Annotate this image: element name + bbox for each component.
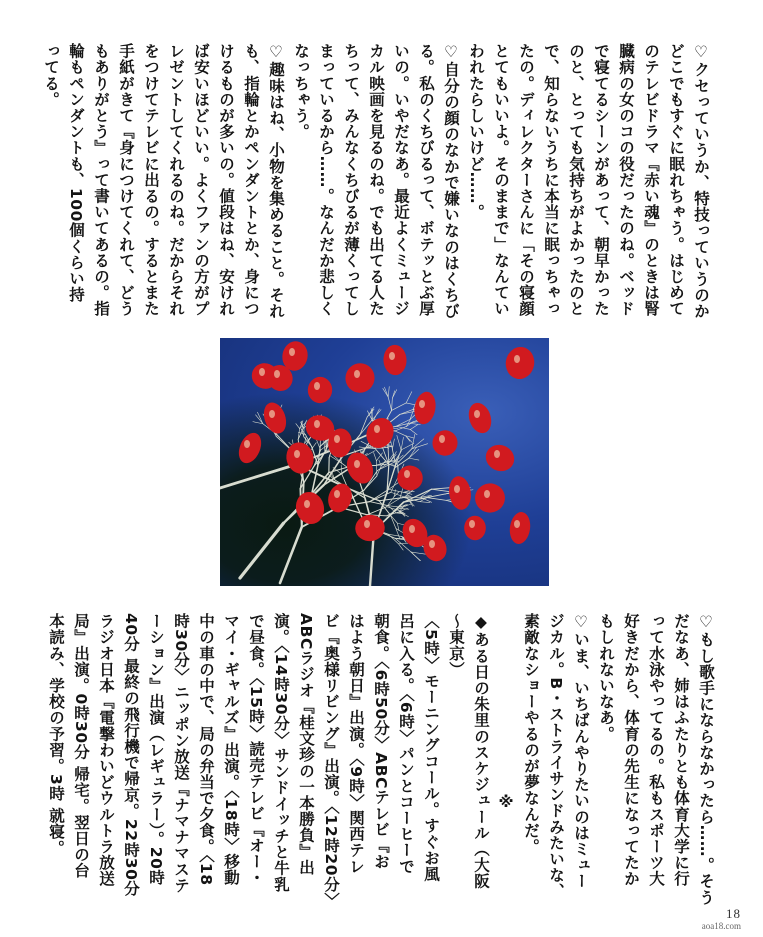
berry-highlight [269,410,275,418]
berry-highlight [294,450,300,458]
berry [464,516,486,541]
berry-highlight [334,490,340,498]
text-column: 呂に入る。〈6時〉パンとコーヒーで [397,613,415,875]
berry [396,464,424,491]
text-column: ば安いほどいい。よくファンの方がプ [192,43,210,317]
text-column: で、知らないうちに本当に眠っちゃっ [542,43,560,317]
berry [447,475,473,511]
berry-highlight [514,520,520,528]
branch [370,502,388,506]
text-column: レゼントしてくれるのね。だからそれ [167,43,185,317]
berry-highlight [469,520,475,528]
branch [388,397,391,410]
berry [412,390,438,426]
berry-highlight [439,435,445,443]
berry-highlight [314,420,320,428]
berry [428,426,461,460]
branch [397,435,401,450]
berry-highlight [274,370,280,378]
text-column: って水泳やってるの。私もスポーツ大 [647,613,665,887]
text-column: ♡もし歌手にならなかったら……。そう [697,613,715,906]
branch [240,523,284,578]
text-column: 素敵なショーやるのが夢なんだ。 [522,613,540,855]
text-column: ♡クセっていうか、特技っていうのか [692,43,710,320]
text-column: 臓病の女のコの役だったのね。ベッド [617,43,635,317]
text-column: われたらしいけど……。 [467,43,485,221]
branch [412,444,428,449]
berry [465,400,495,436]
berry-highlight [364,520,370,528]
text-column: ちって、みんなくちびるが薄くってし [342,43,360,317]
branch [387,497,394,507]
berry-highlight [474,410,480,418]
text-column: 局』出演。0時30分 帰宅。翌日の台 [72,613,90,879]
text-column: ～東京） [447,613,465,678]
text-column: 手紙がきて『身につけてくれて、どう [117,43,135,317]
berry [341,359,380,398]
branch [220,464,296,488]
branch [427,498,446,501]
text-column: 輪もペンダントも、100個くらい持 [67,43,85,303]
text-column: ジカル。B・ストライサンドみたいな、 [547,613,565,900]
text-column: ABCラジオ『桂文珍の一本勝負』出 [297,613,315,876]
berry [260,399,290,436]
berry-highlight [409,525,415,533]
branch [296,424,300,429]
text-column: どこでもすぐに眠れちゃう。はじめて [667,43,685,317]
watermark: aoa18.com [701,921,741,931]
text-column: だなあ、姉はふたりとも体育大学に行 [672,613,690,887]
text-column: 本読み、学校の予習。3時 就寝。 [47,613,65,856]
text-column: ラジオ日本『電撃わいどウルトラ放送 [97,613,115,887]
berry-highlight [314,382,320,390]
text-column: なっちゃう。 [292,43,310,140]
text-column: 時30分〉ニッポン放送『ナマナマステ [172,613,190,894]
branch [392,439,394,449]
branch [390,515,396,528]
text-column: たの。ディレクターさんに「その寝顔 [517,43,535,317]
text-column: 〈5時〉モーニングコール。すぐお風 [422,613,440,882]
berry-highlight [304,500,310,508]
berry-highlight [354,460,360,468]
berry-highlight [389,352,395,360]
berry-highlight [259,368,265,376]
berry-highlight [289,348,295,356]
berry-highlight [244,440,250,448]
text-column: カル映画を見るのね。でも出てる人た [367,43,385,317]
berry [354,514,386,543]
text-column: のテレビドラマ『赤い魂』のときは腎 [642,43,660,317]
branch [410,423,421,425]
text-column: いの。いやだなあ。最近よくミュージ [392,43,410,317]
berry [235,429,266,466]
berry-highlight [429,540,435,548]
text-column: をつけてテレビに出るの。するとまた [142,43,160,317]
text-column: ♡自分の顔のなかで嫌いなのはくちび [442,43,460,320]
branch [410,425,417,430]
berry-highlight [514,355,520,363]
text-column: とてもいいよ。そのままで」なんてい [492,43,510,317]
text-column: 好きだから、体育の先生になってたか [622,613,640,887]
branch [388,387,389,398]
text-column: ※ [497,613,515,812]
photo-red-berries [220,338,549,586]
berry [503,345,537,382]
text-column: で昼食。〈15時〉読売テレビ『オー・ [247,613,265,886]
branch [367,409,374,417]
branch [313,443,317,448]
berry-highlight [354,370,360,378]
text-column: もしれないなあ。 [597,613,615,742]
text-column: ♡趣味はね、小物を集めること。それ [267,43,285,320]
text-column: ビ『奥様リビング』出演。〈12時20分〉 [322,613,340,909]
text-column: 40分 最終の飛行機で帰京。22時30分 [122,613,140,897]
berry [292,489,327,527]
branch [375,449,389,465]
berry-highlight [484,490,490,498]
branch [360,417,367,435]
berry-highlight [404,470,410,478]
branch [406,392,412,403]
text-column: る。私のくちびるって、ボテッとぶ厚 [417,43,435,317]
branch [395,431,406,436]
text-column: も、指輪とかペンダントとか、身につ [242,43,260,317]
text-column: もありがとう』って書いてあるの。指 [92,43,110,317]
berry [482,441,519,476]
berry-highlight [494,450,500,458]
text-column: で寝てるシーンがあって、朝早かった [592,43,610,317]
branch [392,403,407,410]
branch [401,437,403,450]
text-column: マイ・ギャルズ』出演。〈18時〉移動 [222,613,240,886]
branch [390,515,397,523]
berry [307,376,333,404]
berry [508,511,532,546]
branch [391,492,408,498]
branch [280,527,302,583]
text-column: けるものが多いの。値段はね、安けれ [217,43,235,317]
text-column: ◆ある日の朱里のスケジュール（大阪 [472,613,490,890]
text-column: まっているから……。なんだか悲しく [317,43,335,317]
text-column: 朝食。〈6時50分〉ABCテレビ『お [372,613,390,870]
text-column: ーション』出演（レギュラー）。20時 [147,613,165,886]
berry-highlight [334,435,340,443]
branch [367,507,387,515]
branch [397,523,404,525]
text-column: ってる。 [42,43,60,108]
branch [409,458,419,460]
text-column: のと、とっても気持ちがよかったのと [567,43,585,317]
text-column: 演。〈14時30分〉サンドイッチと牛乳 [272,613,290,893]
interview-text-top [38,43,713,320]
branch [420,502,430,503]
branch [374,453,377,461]
text-column: はよう朝日』出演。〈9時〉関西テレ [347,613,365,875]
text-column: ♡いま、いちばんやりたいのはミュー [572,613,590,890]
branch [400,489,403,499]
page-footer [702,907,741,933]
photo-illustration [220,338,549,586]
berry-highlight [454,485,460,493]
text-column: 中の車の中で、局の弁当で夕食。〈18 [197,613,215,886]
page-number: 18 [726,906,741,921]
branch [410,429,417,434]
branch [392,398,393,410]
branch [432,488,452,490]
berry [383,344,407,375]
berry-highlight [374,425,380,433]
berry [474,482,506,514]
interview-text-bottom [43,613,718,908]
berry-highlight [419,400,425,408]
